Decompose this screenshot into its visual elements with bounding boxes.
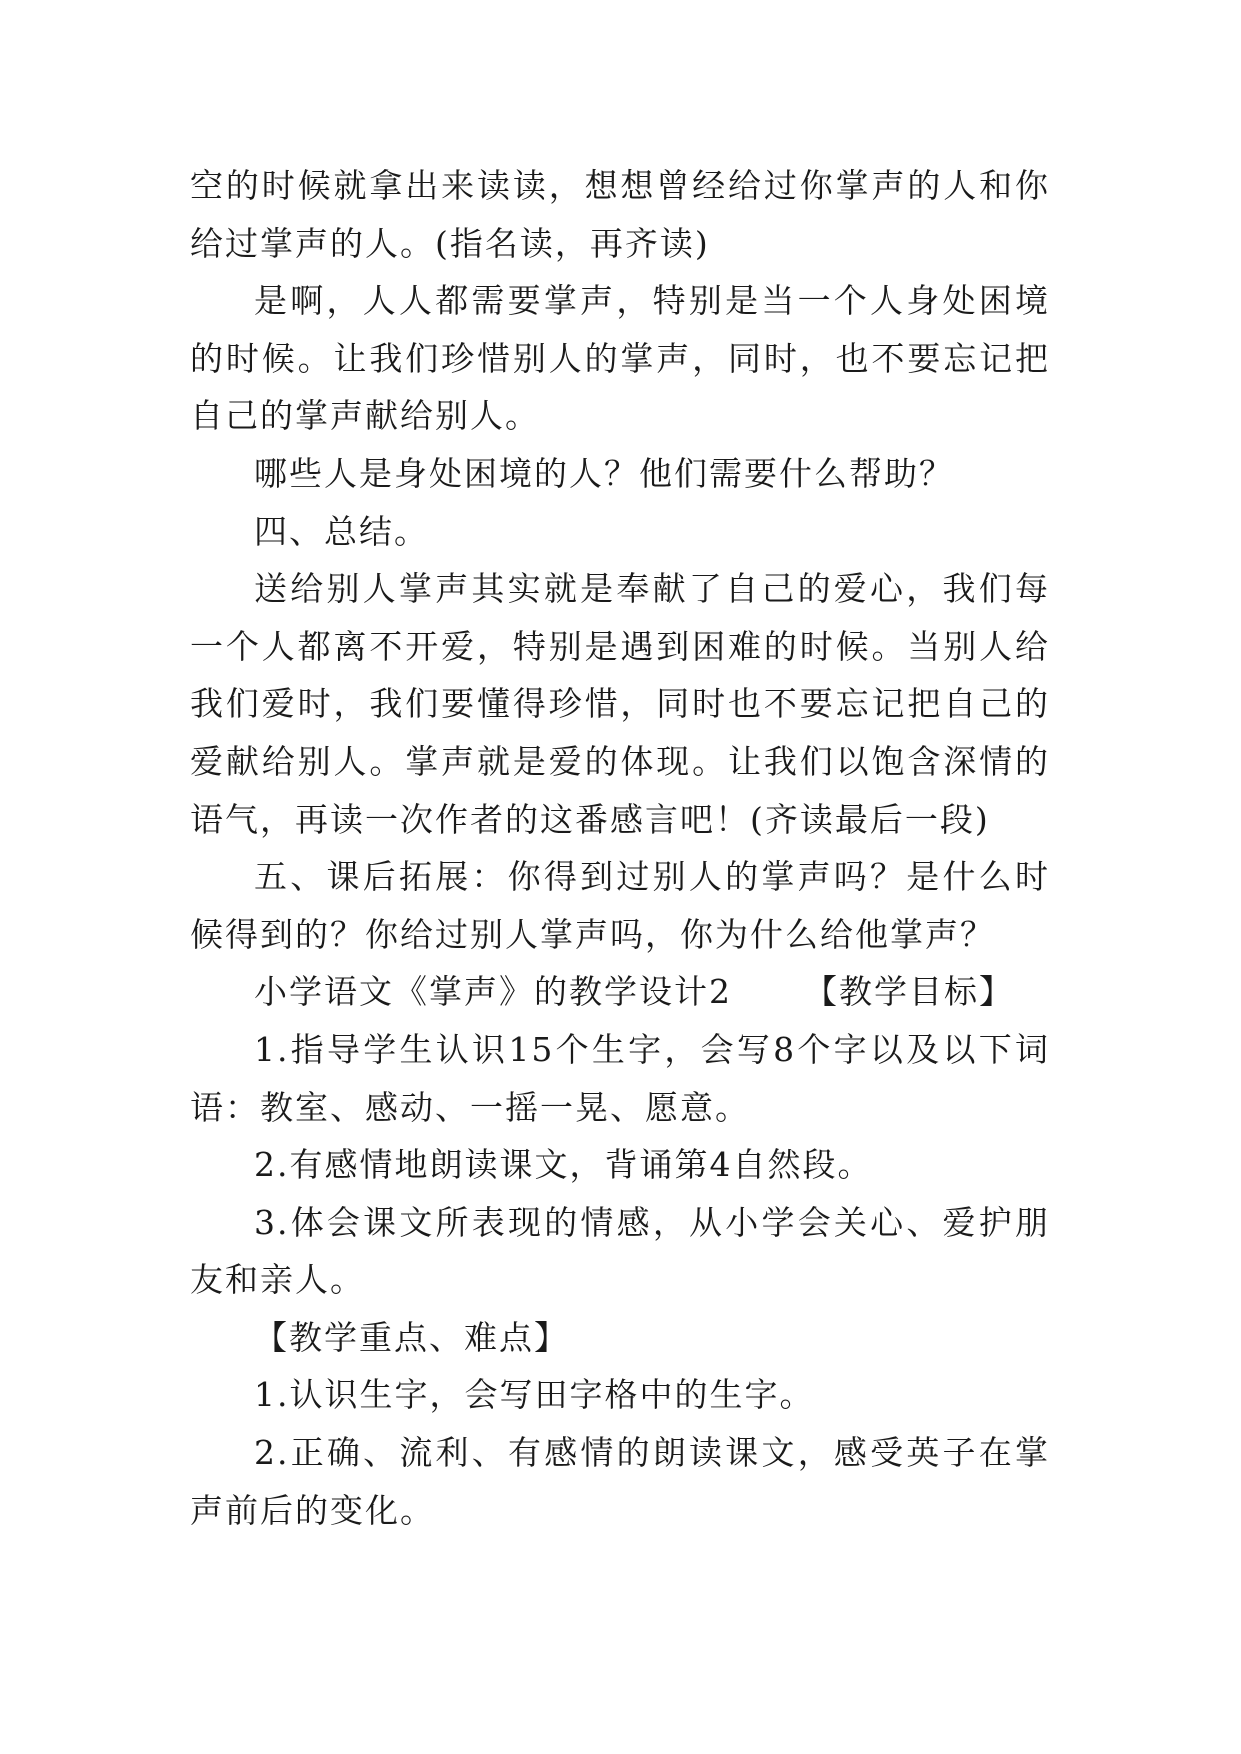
objectives-heading: 【教学目标】 — [804, 972, 1014, 1012]
section-heading: 四、总结。 — [254, 511, 429, 551]
paragraph: 送给别人掌声其实就是奉献了自己的爱心，我们每一个人都离不开爱，特别是遇到困难的时候。当别人给我们爱时，我们要懂得珍惜，同时也不要忘记把自己的爱献给别人。掌声就是爱的体现。让我们以饱含深情的语气，再读一次作者的这番感言吧！(齐读最后一段) — [190, 569, 1050, 839]
paragraph: 五、课后拓展：你得到过别人的掌声吗？是什么时候得到的？你给过别人掌声吗，你为什么给他掌声？ — [190, 857, 1050, 954]
section-heading: 【教学重点、难点】 — [254, 1317, 569, 1357]
objective-item: 2.有感情地朗读课文，背诵第4自然段。 — [254, 1145, 873, 1185]
paragraph: 空的时候就拿出来读读，想想曾经给过你掌声的人和你给过掌声的人。(指名读，再齐读) — [190, 166, 1050, 263]
design-title — [190, 963, 1050, 1021]
paragraph: 是啊，人人都需要掌声，特别是当一个人身处困境的时候。让我们珍惜别人的掌声，同时，也不要忘记把自己的掌声献给别人。 — [190, 281, 1050, 436]
objective-item: 1.指导学生认识15个生字，会写8个字以及以下词语：教室、感动、一摇一晃、愿意。 — [190, 1029, 1050, 1127]
paragraph: 哪些人是身处困境的人？他们需要什么帮助？ — [254, 453, 954, 493]
design-title-text: 小学语文《掌声》的教学设计2 — [254, 972, 732, 1012]
key-point-item: 2.正确、流利、有感情的朗读课文，感受英子在掌声前后的变化。 — [190, 1433, 1050, 1530]
key-point-item: 1.认识生字，会写田字格中的生字。 — [254, 1375, 815, 1415]
document-body — [190, 157, 1050, 1539]
objective-item: 3.体会课文所表现的情感，从小学会关心、爱护朋友和亲人。 — [190, 1202, 1050, 1300]
